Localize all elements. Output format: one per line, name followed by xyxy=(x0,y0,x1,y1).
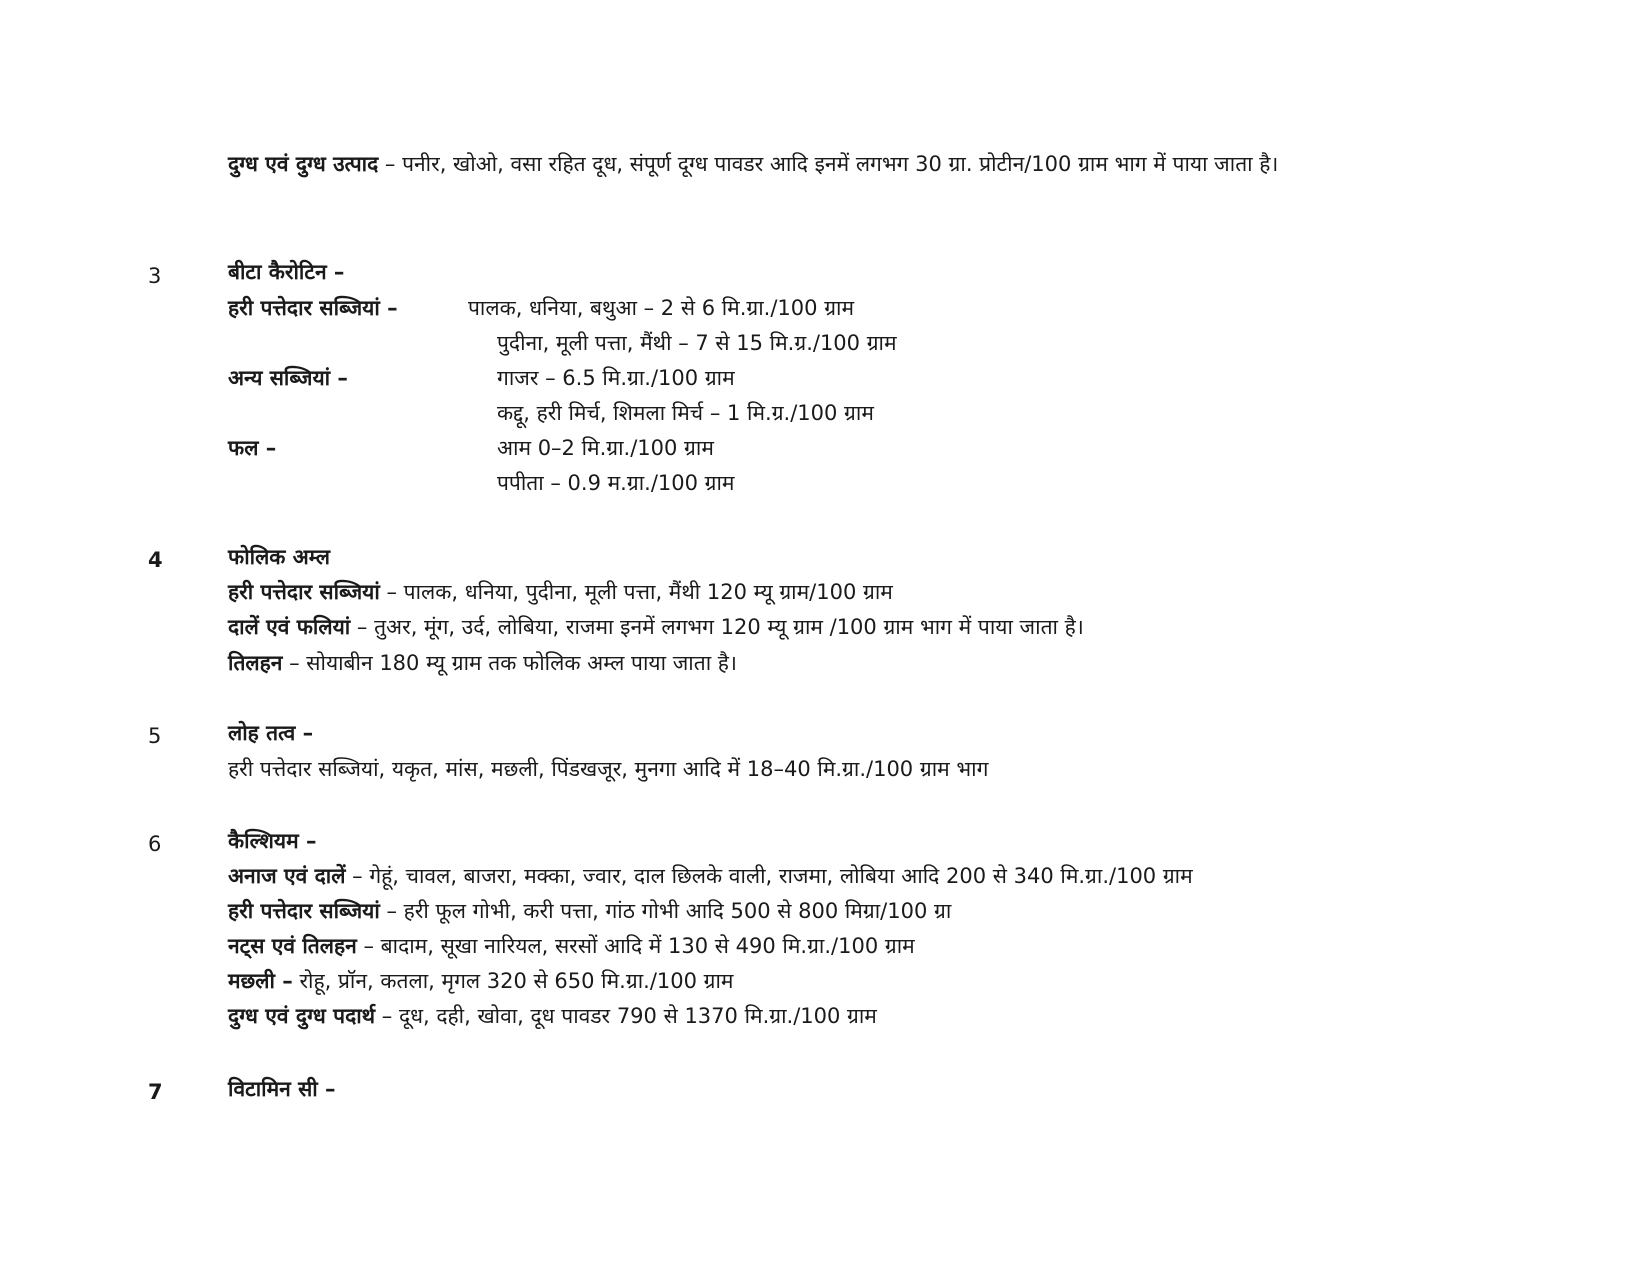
section-4-number: 4 xyxy=(148,548,163,572)
section-3-row6-text: पपीता – 0.9 म.ग्रा./100 ग्राम xyxy=(497,471,735,495)
section-4-row2-heading: दालें एवं फलियां xyxy=(228,615,351,639)
section-4-title: फोलिक अम्ल xyxy=(228,545,330,569)
section-3-title: बीटा कैरोटिन – xyxy=(228,260,345,284)
section-4-row3-heading: तिलहन xyxy=(228,651,283,675)
section-3-number: 3 xyxy=(148,264,162,288)
section-6-row5 xyxy=(228,1000,877,1033)
section-3-row5-heading: फल – xyxy=(228,436,277,460)
section-5-row1-text: हरी पत्तेदार सब्जियां, यकृत, मांस, मछली, पिंडखजूर, मुनगा आदि में 18–40 मि.ग्रा./100 ग्राम भाग xyxy=(228,757,989,781)
section-5-title: लोह तत्व – xyxy=(228,721,314,745)
section-4-row3-text: – सोयाबीन 180 म्यू ग्राम तक फोलिक अम्ल पाया जाता है। xyxy=(282,651,737,675)
section-6-row1-heading: अनाज एवं दालें xyxy=(228,864,346,888)
intro-paragraph xyxy=(228,148,1518,181)
section-6-row2 xyxy=(228,895,951,928)
section-4-row1 xyxy=(228,576,893,609)
section-6-row1 xyxy=(228,860,1193,893)
section-3-row1-heading: हरी पत्तेदार सब्जियां – xyxy=(228,296,398,320)
section-4-row2-text: – तुअर, मूंग, उर्द, लोबिया, राजमा इनमें लगभग 120 म्यू ग्राम /100 ग्राम भाग में पाया जाता है। xyxy=(350,615,1084,639)
section-6-row5-heading: दुग्ध एवं दुग्ध पदार्थ xyxy=(228,1004,376,1028)
section-3-row4-text: कद्दू, हरी मिर्च, शिमला मिर्च – 1 मि.ग्र./100 ग्राम xyxy=(497,401,874,425)
section-6-row3-heading: नट्स एवं तिलहन xyxy=(228,934,357,958)
section-6-row5-text: – दूध, दही, खोवा, दूध पावडर 790 से 1370 मि.ग्रा./100 ग्राम xyxy=(375,1004,877,1028)
section-4-row2 xyxy=(228,611,1084,644)
section-6-row4-heading: मछली – xyxy=(228,969,293,993)
intro-heading: दुग्ध एवं दुग्ध उत्पाद xyxy=(228,152,379,176)
section-3-row3-heading: अन्य सब्जियां – xyxy=(228,366,348,390)
section-3-row3-text: गाजर – 6.5 मि.ग्रा./100 ग्राम xyxy=(497,366,735,390)
section-6-row2-text: – हरी फूल गोभी, करी पत्ता, गांठ गोभी आदि 500 से 800 मिग्रा/100 ग्रा xyxy=(379,899,952,923)
section-6-row3-text: – बादाम, सूखा नारियल, सरसों आदि में 130 से 490 मि.ग्रा./100 ग्राम xyxy=(356,934,915,958)
section-6-row4-text: रोहू, प्रॉन, कतला, मृगल 320 से 650 मि.ग्रा./100 ग्राम xyxy=(292,969,734,993)
section-5-number: 5 xyxy=(148,724,162,748)
section-3-row5-text: आम 0–2 मि.ग्रा./100 ग्राम xyxy=(497,436,714,460)
section-6-row2-heading: हरी पत्तेदार सब्जियां xyxy=(228,899,380,923)
section-7-title: विटामिन सी – xyxy=(228,1077,336,1101)
section-4-row1-text: – पालक, धनिया, पुदीना, मूली पत्ता, मैंथी 120 म्यू ग्राम/100 ग्राम xyxy=(379,580,893,604)
section-6-row4 xyxy=(228,965,734,998)
section-3-row2-text: पुदीना, मूली पत्ता, मैंथी – 7 से 15 मि.ग्र./100 ग्राम xyxy=(497,331,897,355)
section-6-title: कैल्शियम – xyxy=(228,829,317,853)
section-7-number: 7 xyxy=(148,1080,163,1104)
intro-text: – पनीर, खोओ, वसा रहित दूध, संपूर्ण दूग्ध पावडर आदि इनमें लगभग 30 ग्रा. प्रोटीन/100 ग्राम भाग में पाया जाता है। xyxy=(378,152,1279,176)
section-6-row1-text: – गेहूं, चावल, बाजरा, मक्का, ज्वार, दाल छिलके वाली, राजमा, लोबिया आदि 200 से 340 मि.ग्रा./100 ग्राम xyxy=(345,864,1193,888)
section-6-number: 6 xyxy=(148,832,162,856)
section-3-row1-text: पालक, धनिया, बथुआ – 2 से 6 मि.ग्रा./100 ग्राम xyxy=(468,296,855,320)
section-6-row3 xyxy=(228,930,915,963)
section-4-row1-heading: हरी पत्तेदार सब्जियां xyxy=(228,580,380,604)
section-4-row3 xyxy=(228,647,737,680)
